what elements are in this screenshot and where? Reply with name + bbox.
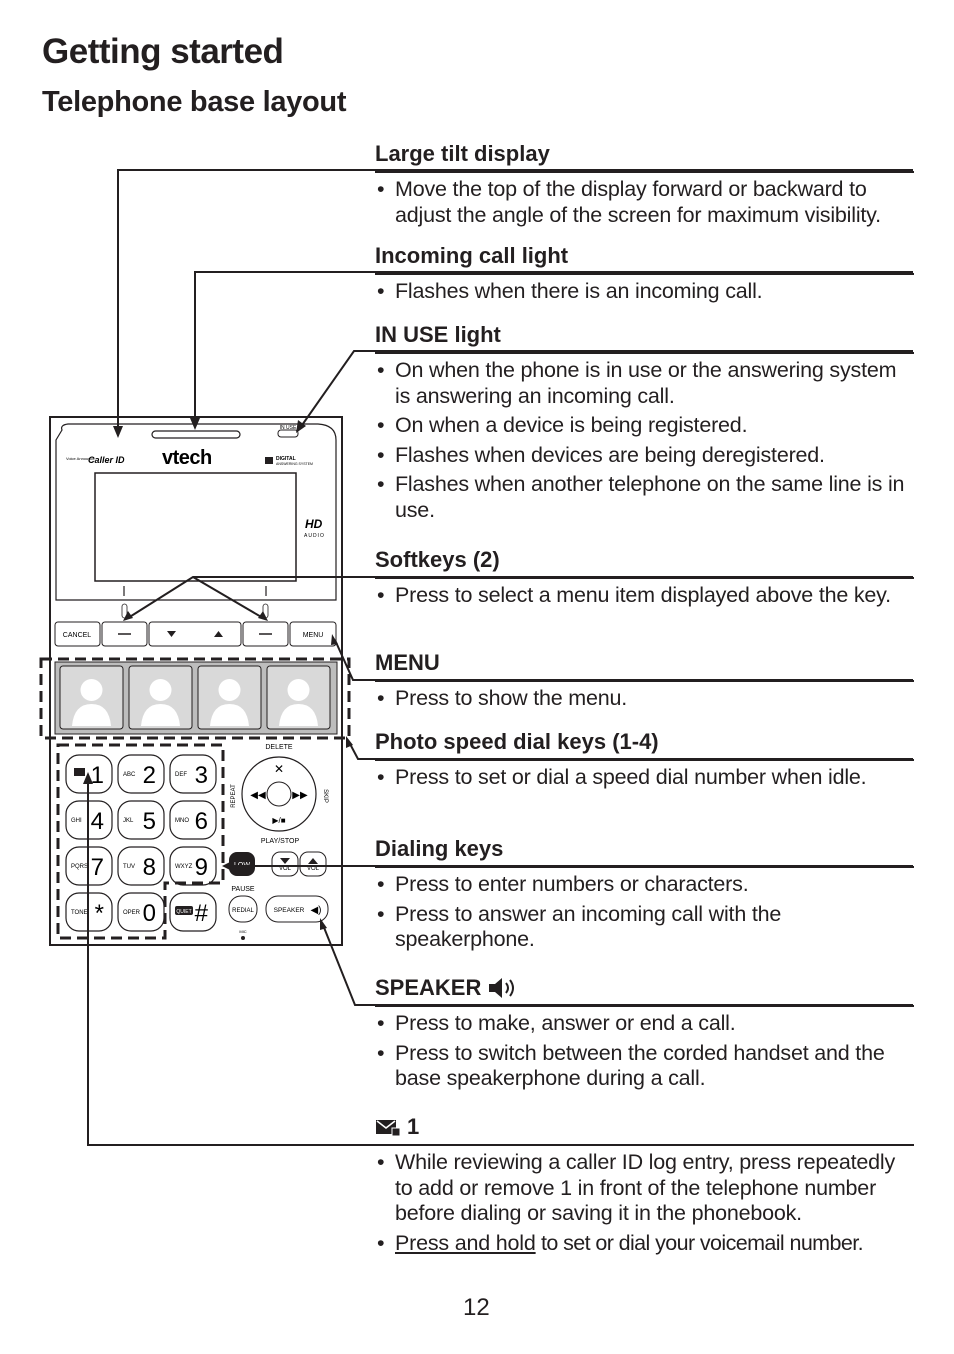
dial-key[interactable] bbox=[118, 801, 164, 839]
section-large-tilt-display bbox=[375, 140, 914, 228]
dial-key[interactable] bbox=[118, 755, 164, 793]
mic-label: MIC bbox=[239, 929, 247, 934]
skip-label: SKIP bbox=[322, 789, 328, 803]
photo-speed-dial-key[interactable] bbox=[129, 666, 192, 729]
section-voicemail-one bbox=[375, 1113, 914, 1256]
play-stop-label: PLAY/STOP bbox=[260, 838, 300, 845]
dial-key-number: 4 bbox=[90, 808, 104, 835]
dial-key-number: 9 bbox=[194, 854, 208, 881]
hd-logo: HD bbox=[305, 517, 323, 531]
section-title: Photo speed dial keys (1-4) bbox=[375, 728, 914, 761]
voice-announce-label: Voice Announce bbox=[66, 456, 95, 461]
dial-key-letters: JKL bbox=[123, 818, 134, 824]
bullet: • On when the phone is in use or the answering system is answering an incoming call. bbox=[375, 358, 914, 409]
speaker-small-icon: ◀) bbox=[310, 905, 322, 916]
play-stop-icon: ▶/■ bbox=[272, 816, 286, 825]
section-title: Incoming call light bbox=[375, 242, 914, 275]
section-title: IN USE light bbox=[375, 321, 914, 354]
low-label: LOW bbox=[234, 862, 250, 869]
dial-key-number: 1 bbox=[90, 762, 104, 789]
audio-label: AUDIO bbox=[304, 533, 325, 539]
cancel-label: CANCEL bbox=[62, 632, 92, 639]
dial-key-letters: TUV bbox=[123, 864, 135, 870]
dial-key-number: # bbox=[194, 900, 208, 927]
dial-key-number: 6 bbox=[194, 808, 208, 835]
voicemail-envelope-icon bbox=[74, 768, 85, 776]
dial-key[interactable] bbox=[170, 755, 216, 793]
dial-key-number: 7 bbox=[90, 854, 104, 881]
dial-key[interactable] bbox=[170, 801, 216, 839]
bullet: • Press to enter numbers or characters. bbox=[375, 872, 914, 898]
bullet: • Flashes when there is an incoming call. bbox=[375, 279, 914, 305]
skip-icon: ▶▶ bbox=[292, 790, 308, 801]
bullet: • Press to select a menu item displayed above the key. bbox=[375, 583, 914, 609]
navigation-key[interactable] bbox=[149, 622, 241, 646]
photo-speed-dial-keys bbox=[55, 662, 337, 734]
vtech-logo: vtech bbox=[162, 447, 212, 469]
menu-label: MENU bbox=[302, 632, 324, 639]
voicemail-envelope-icon bbox=[375, 1117, 401, 1137]
repeat-label: REPEAT bbox=[231, 784, 237, 808]
section-title: Softkeys (2) bbox=[375, 546, 914, 579]
section-title bbox=[375, 974, 914, 1007]
photo-speed-dial-key[interactable] bbox=[267, 666, 330, 729]
caller-id-label: Caller ID bbox=[88, 455, 125, 465]
pause-label: PAUSE bbox=[231, 886, 255, 893]
dial-key-number: * bbox=[94, 900, 104, 927]
vol-down-label: VOL bbox=[278, 866, 292, 872]
dss-logo-icon bbox=[265, 457, 273, 464]
delete-icon: ✕ bbox=[273, 762, 285, 776]
section-menu bbox=[375, 649, 914, 712]
bullet: • While reviewing a caller ID log entry, press repeatedly to add or remove 1 in front of the telephone number before dialing or saving it in the phonebook. bbox=[375, 1150, 914, 1227]
bullet: • Press to switch between the corded handset and the base speakerphone during a call. bbox=[375, 1041, 914, 1092]
section-dialing-keys bbox=[375, 835, 914, 953]
answering-label: ANSWERING SYSTEM bbox=[276, 462, 313, 466]
vol-up-label: VOL bbox=[306, 866, 320, 872]
redial-label: REDIAL bbox=[232, 908, 254, 914]
dial-key[interactable] bbox=[118, 847, 164, 885]
speaker-label: SPEAKER bbox=[273, 907, 305, 914]
dial-key[interactable] bbox=[118, 893, 164, 931]
bullet: • Flashes when devices are being deregistered. bbox=[375, 443, 914, 469]
bullet: • Press to show the menu. bbox=[375, 686, 914, 712]
dial-key[interactable] bbox=[170, 847, 216, 885]
bullet-voicemail bbox=[375, 1231, 914, 1257]
dial-key-letters: ABC bbox=[123, 772, 136, 778]
section-photo-speed-dial bbox=[375, 728, 914, 791]
large-tilt-display bbox=[95, 473, 296, 581]
digital-label: DIGITAL bbox=[276, 456, 296, 462]
speaker-icon bbox=[487, 976, 519, 1000]
bullet: • On when a device is being registered. bbox=[375, 413, 914, 439]
section-in-use-light bbox=[375, 321, 914, 523]
delete-label: DELETE bbox=[265, 744, 293, 751]
section-speaker bbox=[375, 974, 914, 1092]
dial-key-number: 0 bbox=[142, 900, 156, 927]
section-title: MENU bbox=[375, 649, 914, 682]
dial-key-letters: PQRS bbox=[71, 864, 89, 870]
section-title: Large tilt display bbox=[375, 140, 914, 173]
dial-key-number: 2 bbox=[142, 762, 156, 789]
bullet: • Press to set or dial a speed dial number when idle. bbox=[375, 765, 914, 791]
dial-key-letters: WXYZ bbox=[175, 864, 193, 870]
in-use-label: IN USE bbox=[279, 425, 297, 431]
bullet: • Move the top of the display forward or backward to adjust the angle of the screen for maximum visibility. bbox=[375, 177, 914, 228]
bullet: • Flashes when another telephone on the same line is in use. bbox=[375, 472, 914, 523]
bullet: • Press to answer an incoming call with the speakerphone. bbox=[375, 902, 914, 953]
dial-key-number: 5 bbox=[142, 808, 156, 835]
bullet-rest-text: to set or dial your voicemail number. bbox=[535, 1230, 863, 1255]
page-subtitle: Telephone base layout bbox=[42, 86, 347, 118]
dial-key-letters: TONE bbox=[71, 910, 88, 916]
dial-key-number: 3 bbox=[194, 762, 208, 789]
dial-key-letters: DEF bbox=[175, 772, 187, 778]
section-title: Dialing keys bbox=[375, 835, 914, 868]
dial-key-letters: MNO bbox=[175, 818, 189, 824]
page-number: 12 bbox=[463, 1294, 490, 1321]
dial-key-letters: GHI bbox=[71, 818, 82, 824]
in-use-light bbox=[278, 430, 298, 437]
microphone-icon bbox=[241, 936, 245, 940]
dial-key-letters: OPER bbox=[123, 910, 141, 916]
bullet: • Press to make, answer or end a call. bbox=[375, 1011, 914, 1037]
section-title-text: SPEAKER bbox=[375, 975, 482, 1000]
page-title: Getting started bbox=[42, 32, 284, 71]
repeat-icon: ◀◀ bbox=[250, 790, 266, 801]
softkey-row bbox=[55, 622, 336, 646]
section-title-text: 1 bbox=[407, 1114, 420, 1139]
press-and-hold-text: Press and hold bbox=[395, 1230, 536, 1255]
section-incoming-call-light bbox=[375, 242, 914, 305]
section-softkeys bbox=[375, 546, 914, 609]
incoming-call-light bbox=[152, 431, 240, 438]
dial-key[interactable] bbox=[170, 893, 216, 931]
dial-key-number: 8 bbox=[142, 854, 156, 881]
photo-speed-dial-key[interactable] bbox=[198, 666, 261, 729]
section-title bbox=[375, 1113, 914, 1146]
photo-speed-dial-key[interactable] bbox=[60, 666, 123, 729]
quiet-label: QUIET bbox=[176, 909, 192, 915]
